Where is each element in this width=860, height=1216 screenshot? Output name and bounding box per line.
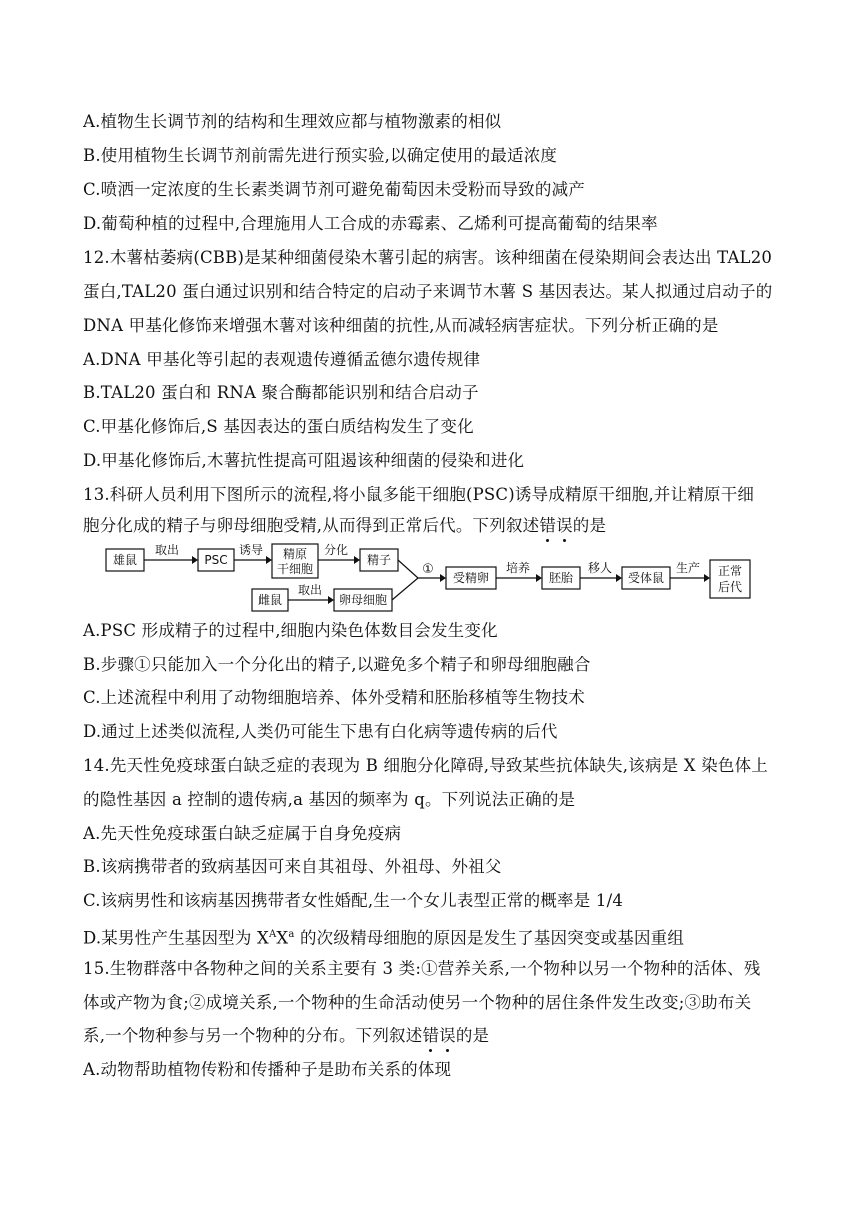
q12-stem-line3: DNA 甲基化修饰来增强木薯对该种细菌的抗性,从而减轻病害症状。下列分析正确的是 [83,316,719,335]
recipient-mouse-label: 受体鼠 [627,571,665,585]
superscript: A [268,929,277,940]
culture-label: 培养 [505,561,531,575]
q12-option-d: D.甲基化修饰后,木薯抗性提高可阻遏该种细菌的侵染和进化 [83,451,525,470]
q15-stem-line2: 体或产物为食;②成境关系,一个物种的生命活动使另一个物种的居住条件发生改变;③助布关 [83,993,752,1012]
superscript: a [288,929,295,940]
q13-stem-text: 的是 [572,516,607,535]
sg-label-line2: 干细胞 [276,562,314,576]
sg-label-line1: 精原 [282,547,308,561]
induce-label: 诱导 [238,543,264,557]
q15-option-a: A.动物帮助植物传粉和传播种子是助布关系的体现 [83,1060,452,1079]
zygote-label: 受精卵 [452,571,490,585]
q12-option-a: A.DNA 甲基化等引起的表观遗传遵循孟德尔遗传规律 [83,350,481,369]
q13-stem-line2 [83,515,783,537]
q13-option-b: B.步骤①只能加入一个分化出的精子,以避免多个精子和卵母细胞融合 [83,655,591,674]
q12-option-c: C.甲基化修饰后,S 基因表达的蛋白质结构发生了变化 [83,417,474,436]
q14-option-c: C.该病男性和该病基因携带者女性婚配,生一个女儿表型正常的概率是 1/4 [83,891,624,910]
q11-option-a: A.植物生长调节剂的结构和生理效应都与植物激素的相似 [83,112,502,131]
q12-option-b: B.TAL20 蛋白和 RNA 聚合酶都能识别和结合启动子 [83,383,479,402]
offspring-label-line1: 正常 [717,564,743,578]
female-mouse-label: 雌鼠 [257,593,283,607]
q14-d-text: D.某男性产生基因型为 X [83,928,269,948]
q15-stem-text: 的是 [455,1026,490,1045]
q13-option-c: C.上述流程中利用了动物细胞培养、体外受精和胚胎移植等生物技术 [83,688,585,707]
emphasis-char: 误 [556,516,573,535]
produce-label: 生产 [675,561,701,575]
q14-stem-line2: 的隐性基因 a 控制的遗传病,a 基因的频率为 q。下列说法正确的是 [83,790,576,809]
q15-stem-line3 [83,1025,783,1047]
transfer-label: 移人 [587,561,613,575]
q14-option-d [83,924,783,950]
sperm-label: 精子 [366,553,392,567]
q12-stem-line1: 12.木薯枯萎病(CBB)是某种细菌侵染木薯引起的病害。该种细菌在侵染期间会表达出 TAL20 [83,248,773,267]
emphasis-char: 错 [422,1026,440,1045]
embryo-label: 胚胎 [548,571,574,585]
q11-option-c: C.喷洒一定浓度的生长素类调节剂可避免葡萄因未受粉而导致的减产 [83,180,585,199]
oocyte-label: 卵母细胞 [338,593,388,607]
q13-stem-text: 胞分化成的精子与卵母细胞受精,从而得到正常后代。下列叙述 [83,516,540,535]
differentiate-label: 分化 [323,543,349,557]
q14-d-text: X [276,928,289,948]
q14-option-a: A.先天性免疫球蛋白缺乏症属于自身免疫病 [83,824,402,843]
q14-stem-line1: 14.先天性免疫球蛋白缺乏症的表现为 B 细胞分化障碍,导致某些抗体缺失,该病是 X 染色体上 [83,756,768,775]
psc-label: PSC [204,553,228,567]
take-out-label-2: 取出 [297,583,323,597]
q13-option-d: D.通过上述类似流程,人类仍可能生下患有白化病等遗传病的后代 [83,722,558,741]
q11-option-b: B.使用植物生长调节剂前需先进行预实验,以确定使用的最适浓度 [83,146,558,165]
q12-stem-line2: 蛋白,TAL20 蛋白通过识别和结合特定的启动子来调节木薯 S 基因表达。某人拟通过启动子的 [83,282,773,301]
q15-stem-text: 系,一个物种参与另一个物种的分布。下列叙述 [83,1026,423,1045]
q13-option-a: A.PSC 形成精子的过程中,细胞内染色体数目会发生变化 [83,621,498,640]
emphasis-char: 错 [539,516,557,535]
q13-flow-diagram [100,540,760,612]
q13-stem-line1: 13.科研人员利用下图所示的流程,将小鼠多能干细胞(PSC)诱导成精原干细胞,并让精原干细 [83,485,755,504]
offspring-label-line2: 后代 [717,580,743,594]
emphasis-char: 误 [439,1026,456,1045]
take-out-label-1: 取出 [154,543,180,557]
q11-option-d: D.葡萄种植的过程中,合理施用人工合成的赤霉素、乙烯利可提高葡萄的结果率 [83,214,658,233]
q15-stem-line1: 15.生物群落中各物种之间的关系主要有 3 类:①营养关系,一个物种以另一个物种的活体、残 [83,959,761,978]
male-mouse-label: 雄鼠 [112,553,138,567]
step-1-label: ① [422,562,434,577]
q14-d-text: 的次级精母细胞的原因是发生了基因突变或基因重组 [294,928,685,948]
q14-option-b: B.该病携带者的致病基因可来自其祖母、外祖母、外祖父 [83,857,502,876]
